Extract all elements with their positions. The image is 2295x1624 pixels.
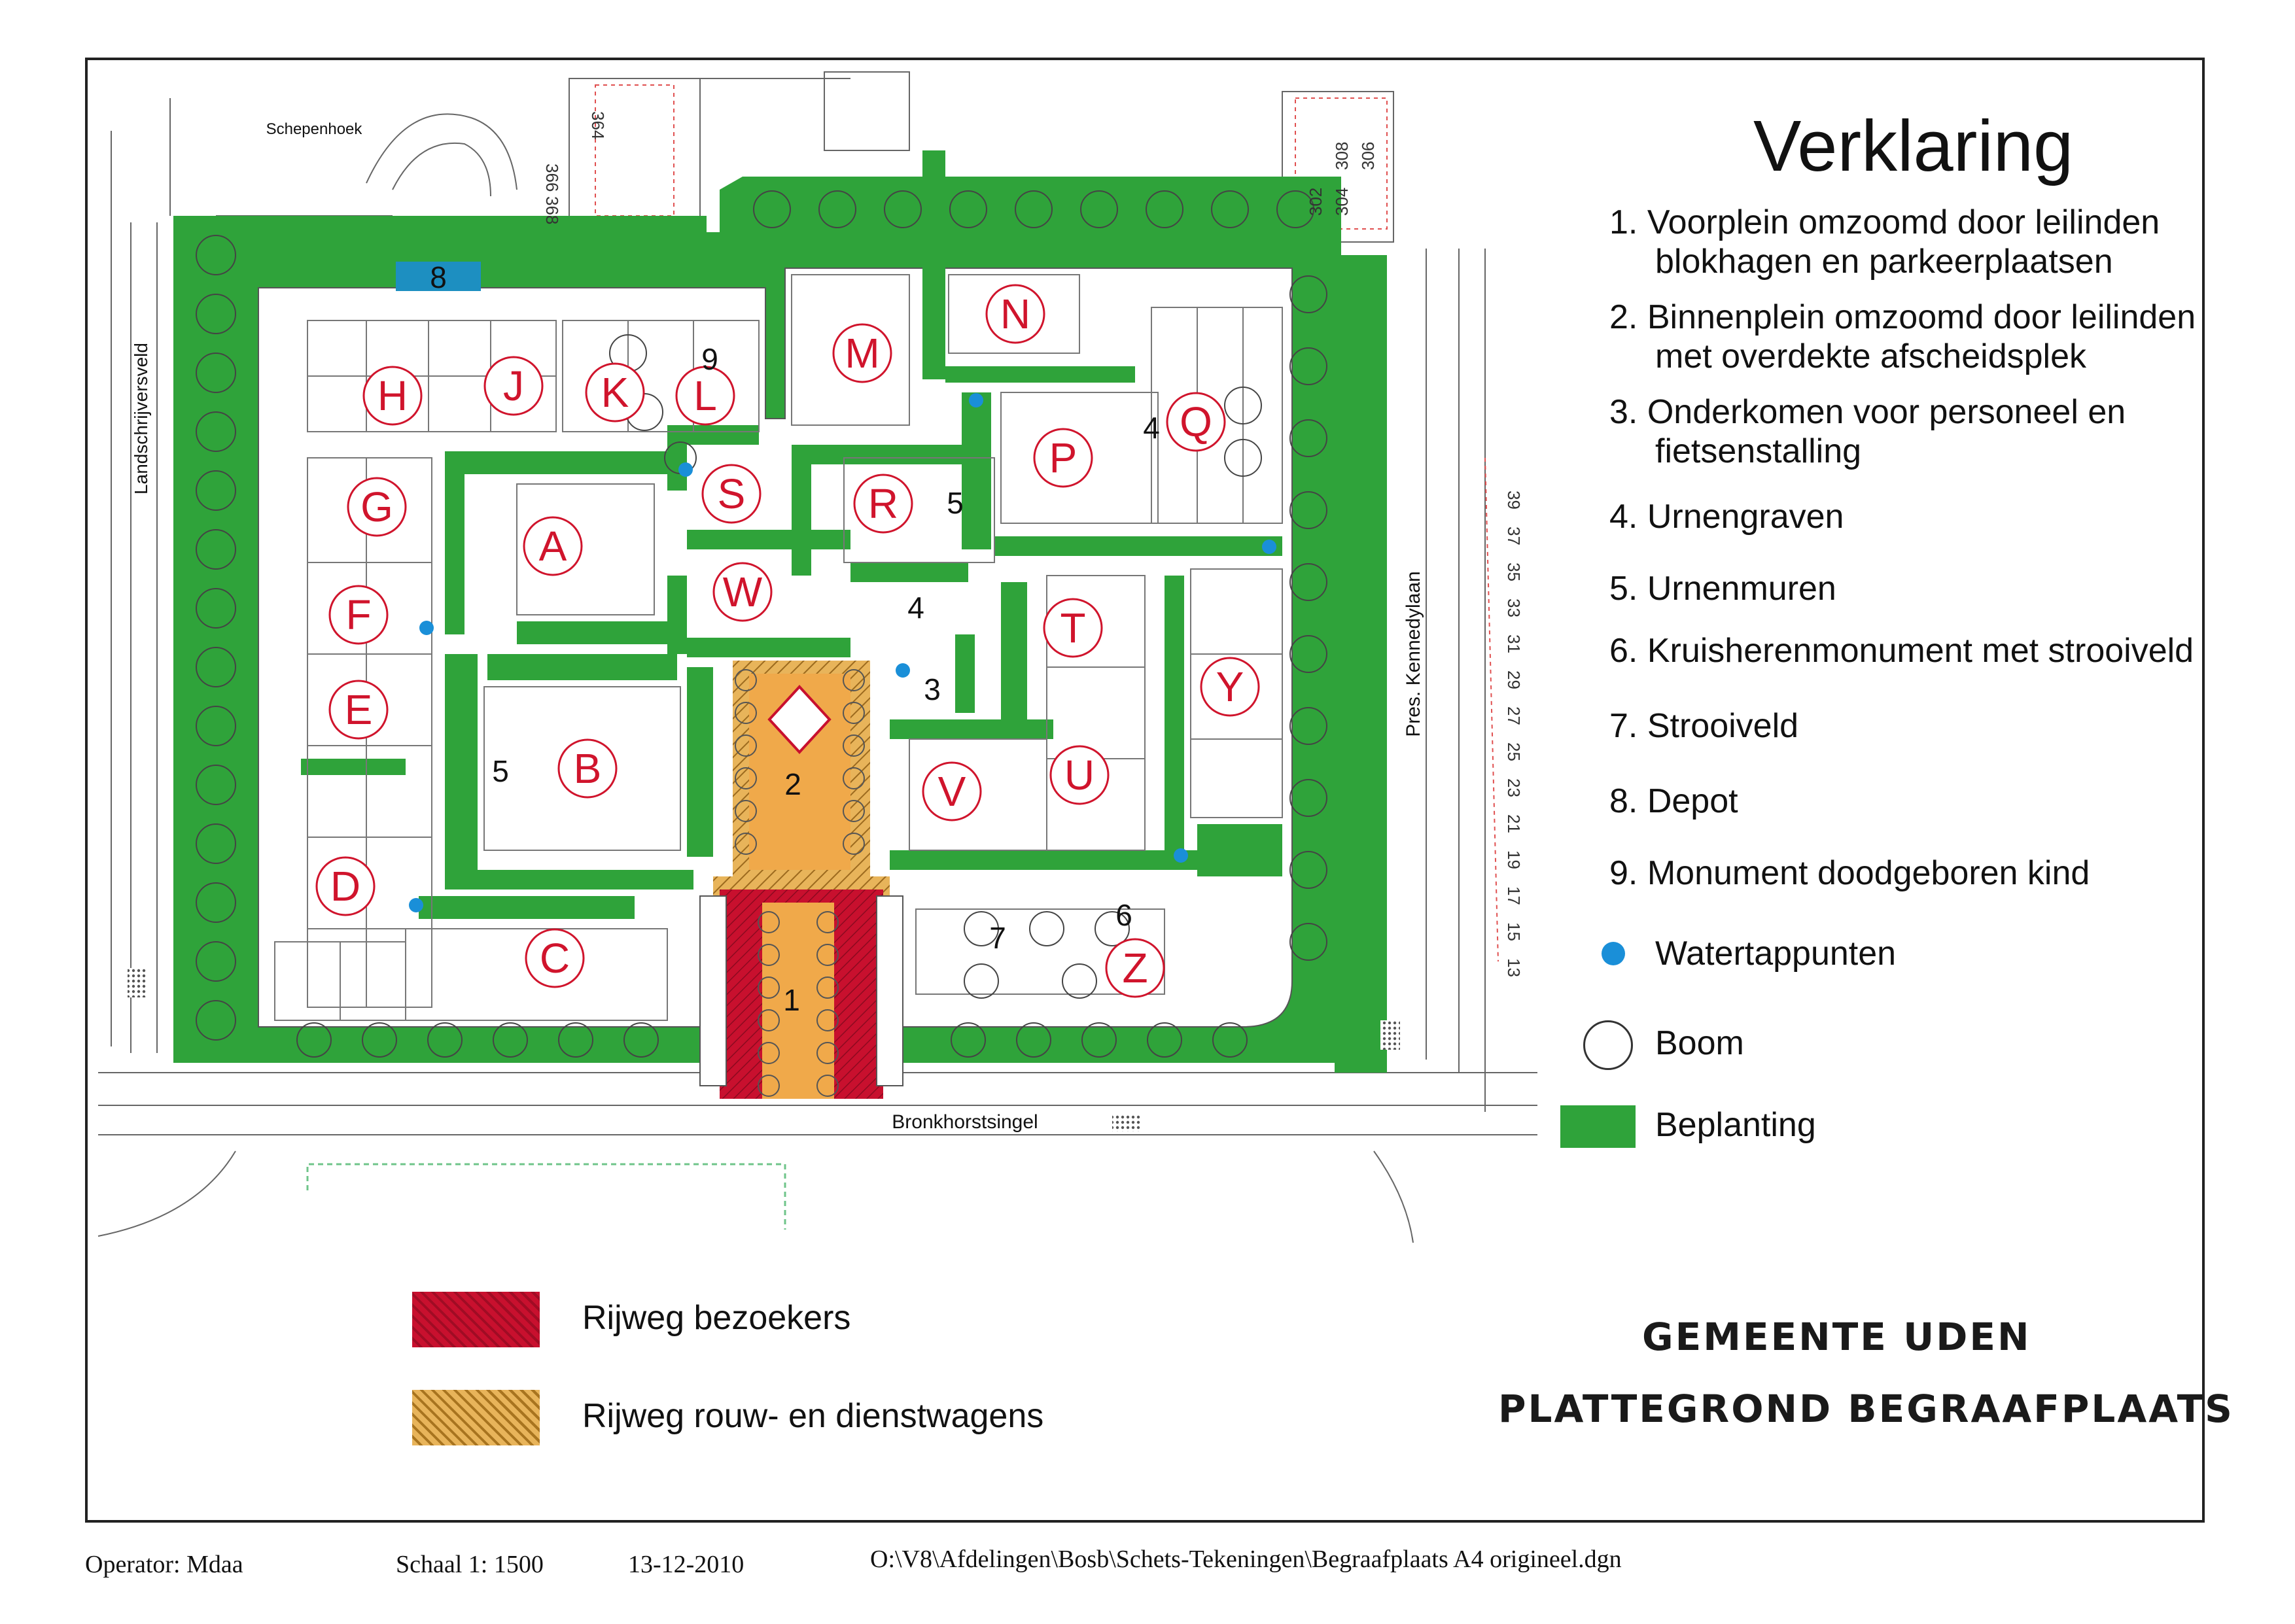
watertap-marker — [1262, 540, 1276, 554]
street-name-left: Landschrijversveld — [131, 343, 151, 494]
section-letter: P — [1049, 434, 1077, 481]
section-label-t — [1044, 599, 1102, 657]
section-label-h — [364, 367, 421, 424]
legend-item-number: 9. — [1609, 854, 1638, 892]
feature-number-9: 9 — [701, 342, 718, 376]
section-letter: J — [503, 362, 524, 409]
visitor-road-label: Rijweg bezoekers — [582, 1299, 851, 1337]
feature-number-4a: 4 — [907, 591, 924, 625]
feature-number-1: 1 — [783, 983, 800, 1017]
feature-number-5a: 5 — [947, 486, 964, 520]
planting-legend-swatch — [1560, 1105, 1636, 1148]
section-label-d — [317, 857, 374, 915]
house-number: 364 — [588, 111, 608, 140]
section-label-q — [1167, 393, 1225, 451]
house-number: 368 — [542, 196, 562, 225]
section-label-a — [524, 517, 582, 575]
section-label-j — [485, 357, 542, 415]
hearse-road-label: Rijweg rouw- en dienstwagens — [582, 1397, 1044, 1435]
watertap-marker — [419, 621, 434, 635]
house-number: 37 — [1504, 527, 1524, 545]
house-number: 19 — [1504, 850, 1524, 869]
section-label-k — [586, 364, 644, 421]
section-letter: G — [360, 483, 393, 530]
section-letter: C — [539, 935, 570, 982]
legend-item-8 — [1609, 782, 1738, 821]
section-label-m — [833, 324, 891, 382]
house-number: 15 — [1504, 922, 1524, 941]
section-label-u — [1051, 746, 1108, 804]
house-number: 306 — [1358, 141, 1378, 170]
house-number: 366 — [542, 164, 562, 192]
legend-item-number: 5. — [1609, 570, 1638, 608]
legend-item-5 — [1609, 569, 1836, 608]
watertap-legend-icon — [1602, 942, 1625, 965]
legend-item-text: Onderkomen voor personeel en — [1647, 393, 2126, 431]
legend-title: Verklaring — [1753, 106, 2074, 186]
section-letter: W — [722, 568, 763, 615]
house-number: 302 — [1306, 187, 1325, 216]
legend-item-number: 2. — [1609, 298, 1638, 336]
house-number: 29 — [1504, 670, 1524, 689]
legend-item-text: Urnenmuren — [1647, 570, 1836, 608]
section-letter: U — [1064, 752, 1095, 799]
section-label-v — [923, 763, 981, 820]
street-name-top: Schepenhoek — [266, 120, 362, 138]
section-label-g — [348, 478, 406, 536]
house-number: 304 — [1332, 187, 1352, 216]
watertap-marker — [678, 462, 693, 477]
street-name-bottom: Bronkhorstsingel — [892, 1111, 1038, 1133]
section-letter: H — [377, 372, 408, 419]
section-label-z — [1106, 939, 1164, 997]
legend-item-7 — [1609, 706, 1798, 746]
feature-number-6: 6 — [1115, 898, 1132, 932]
section-letter: Q — [1180, 398, 1212, 445]
section-letter: R — [867, 480, 899, 527]
legend-item-1 — [1609, 203, 2160, 281]
legend-item-number: 4. — [1609, 498, 1638, 536]
legend-item-text: Urnengraven — [1647, 498, 1844, 536]
tree-legend-icon — [1583, 1020, 1633, 1070]
section-letter: K — [601, 369, 629, 416]
legend-item-4 — [1609, 497, 1844, 536]
tree-legend-label: Boom — [1655, 1024, 1744, 1062]
section-label-b — [559, 740, 616, 797]
street-name-right: Pres. Kennedylaan — [1403, 571, 1424, 737]
watertap-marker — [1174, 848, 1188, 863]
legend-item-text: Depot — [1647, 782, 1738, 820]
section-letter: D — [330, 863, 361, 910]
feature-number-5b: 5 — [492, 754, 509, 788]
section-label-e — [330, 681, 387, 738]
planting-legend-label: Beplanting — [1655, 1106, 1816, 1144]
section-label-p — [1034, 429, 1092, 487]
legend-item-text: Voorplein omzoomd door leilinden — [1647, 203, 2160, 241]
footer-scale: Schaal 1: 1500 — [396, 1551, 544, 1578]
legend-item-text: Kruisherenmonument met strooiveld — [1647, 632, 2194, 670]
feature-number-2: 2 — [784, 767, 801, 801]
section-label-c — [526, 929, 584, 987]
hearse-road-swatch — [412, 1390, 540, 1445]
house-number: 23 — [1504, 778, 1524, 797]
legend-item-text-line2: blokhagen en parkeerplaatsen — [1655, 243, 2113, 281]
footer-operator: Operator: Mdaa — [85, 1551, 243, 1578]
feature-number-3: 3 — [924, 672, 941, 706]
watertap-marker — [969, 393, 983, 407]
legend-item-number: 6. — [1609, 632, 1638, 670]
section-letter: Z — [1122, 944, 1148, 992]
section-label-y — [1201, 658, 1259, 716]
house-number: 31 — [1504, 634, 1524, 653]
legend-item-number: 1. — [1609, 203, 1638, 241]
section-letter: N — [1000, 290, 1031, 337]
legend-item-9 — [1609, 854, 2090, 893]
legend-item-2 — [1609, 298, 2196, 376]
visitor-road-swatch — [412, 1292, 540, 1347]
legend-item-text: Monument doodgeboren kind — [1647, 854, 2090, 892]
house-number: 33 — [1504, 598, 1524, 617]
legend-item-text: Binnenplein omzoomd door leilinden — [1647, 298, 2196, 336]
section-letter: F — [345, 591, 372, 638]
organisation-name: GEMEENTE UDEN — [1642, 1315, 2031, 1359]
watertap-marker — [896, 663, 910, 678]
legend-item-text: Strooiveld — [1647, 707, 1799, 745]
house-number: 308 — [1332, 141, 1352, 170]
section-label-n — [987, 285, 1044, 343]
house-number: 27 — [1504, 706, 1524, 725]
house-number: 21 — [1504, 814, 1524, 833]
footer-path: O:\V8\Afdelingen\Bosb\Schets-Tekeningen\Begraafplaats A4 origineel.dgn — [870, 1546, 1622, 1573]
house-number: 39 — [1504, 491, 1524, 510]
legend-item-text-line2: met overdekte afscheidsplek — [1655, 337, 2087, 375]
legend-item-6 — [1609, 631, 2194, 670]
section-letter: L — [693, 372, 717, 419]
section-label-f — [330, 586, 387, 644]
plan-title: PLATTEGROND BEGRAAFPLAATS — [1498, 1387, 2234, 1431]
section-letter: Y — [1216, 663, 1244, 710]
legend-item-3 — [1609, 392, 2126, 471]
watertap-legend-label: Watertappunten — [1655, 935, 1897, 973]
section-letter: B — [573, 745, 602, 792]
footer-date: 13-12-2010 — [628, 1551, 745, 1578]
section-letter: M — [845, 330, 880, 377]
section-label-s — [703, 465, 760, 523]
house-number: 25 — [1504, 742, 1524, 761]
legend-item-number: 7. — [1609, 707, 1638, 745]
section-label-r — [854, 475, 912, 532]
legend-item-text-line2: fietsenstalling — [1655, 432, 1862, 470]
house-number: 17 — [1504, 886, 1524, 905]
house-number: 35 — [1504, 562, 1524, 581]
section-letter: S — [717, 470, 746, 517]
green-dashed-line — [307, 1164, 785, 1230]
house-number: 13 — [1504, 958, 1524, 977]
section-letter: A — [538, 523, 567, 570]
feature-number-4b: 4 — [1143, 411, 1160, 445]
section-letter: T — [1060, 604, 1086, 651]
section-letter: V — [937, 768, 966, 815]
section-letter: E — [344, 686, 373, 733]
feature-number-7: 7 — [989, 921, 1006, 955]
section-label-w — [714, 563, 771, 621]
watertap-marker — [409, 898, 423, 912]
feature-number-8: 8 — [430, 260, 447, 294]
legend-item-number: 3. — [1609, 393, 1638, 431]
legend-item-number: 8. — [1609, 782, 1638, 820]
